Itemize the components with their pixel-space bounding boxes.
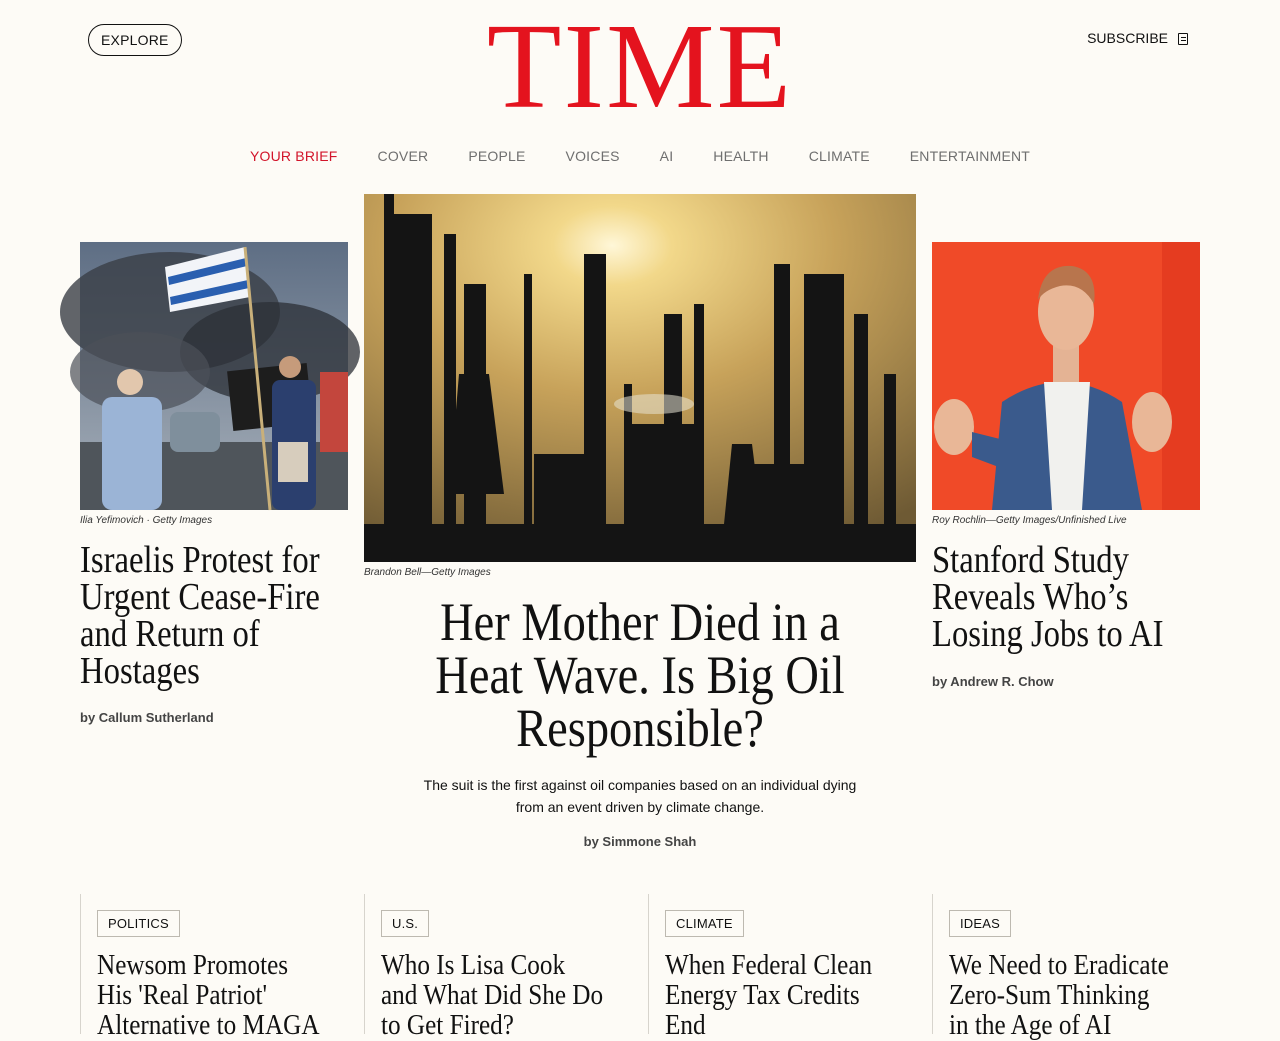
- story-card[interactable]: [932, 894, 1216, 1041]
- card-headline[interactable]: Who Is Lisa Cook and What Did She Do to Get Fired?: [381, 950, 604, 1041]
- protest-photo[interactable]: [80, 242, 348, 510]
- nav-item-your-brief[interactable]: YOUR BRIEF: [249, 148, 338, 164]
- story-card[interactable]: [648, 894, 932, 1041]
- nav-item-ai[interactable]: AI: [659, 148, 674, 164]
- nav-item-voices[interactable]: VOICES: [565, 148, 620, 164]
- refinery-photo[interactable]: [364, 194, 916, 562]
- subscribe-link[interactable]: [1087, 30, 1188, 46]
- card-headline[interactable]: Newsom Promotes His 'Real Patriot' Alternative to MAGA: [97, 950, 320, 1041]
- left-byline[interactable]: by Callum Sutherland: [80, 710, 214, 725]
- nav-item-entertainment[interactable]: ENTERTAINMENT: [909, 148, 1031, 164]
- photo-credit: Ilia Yefimovich · Getty Images: [80, 515, 213, 526]
- photo-credit: Roy Rochlin—Getty Images/Unfinished Live: [932, 515, 1127, 526]
- nav-item-cover[interactable]: COVER: [377, 148, 429, 164]
- left-headline[interactable]: Israelis Protest for Urgent Cease-Fire and Return of Hostages: [80, 539, 320, 692]
- magazine-icon: [1178, 33, 1188, 45]
- time-logo[interactable]: TIME: [486, 0, 794, 134]
- section-tag[interactable]: IDEAS: [949, 910, 1011, 937]
- story-card[interactable]: [80, 894, 364, 1041]
- explore-button[interactable]: EXPLORE: [88, 24, 182, 56]
- section-nav: [0, 148, 1280, 164]
- nav-item-people[interactable]: PEOPLE: [468, 148, 526, 164]
- speaker-photo[interactable]: [932, 242, 1200, 510]
- story-card[interactable]: [364, 894, 648, 1041]
- main-byline[interactable]: by Simmone Shah: [583, 834, 697, 849]
- section-tag[interactable]: CLIMATE: [665, 910, 744, 937]
- right-byline[interactable]: by Andrew R. Chow: [932, 674, 1054, 689]
- main-headline[interactable]: Her Mother Died in a Heat Wave. Is Big Oil Responsible?: [435, 592, 845, 758]
- card-headline[interactable]: We Need to Eradicate Zero-Sum Thinking in the Age of AI: [949, 950, 1169, 1041]
- right-headline[interactable]: Stanford Study Reveals Who’s Losing Jobs to AI: [932, 539, 1164, 655]
- section-tag[interactable]: U.S.: [381, 910, 429, 937]
- nav-item-health[interactable]: HEALTH: [713, 148, 769, 164]
- subscribe-label: SUBSCRIBE: [1087, 30, 1168, 46]
- main-dek: The suit is the first against oil companies based on an individual dying from an event driven by climate change.: [423, 777, 857, 815]
- nav-item-climate[interactable]: CLIMATE: [808, 148, 870, 164]
- card-headline[interactable]: When Federal Clean Energy Tax Credits End: [665, 950, 873, 1041]
- section-tag[interactable]: POLITICS: [97, 910, 180, 937]
- photo-credit: Brandon Bell—Getty Images: [364, 567, 491, 578]
